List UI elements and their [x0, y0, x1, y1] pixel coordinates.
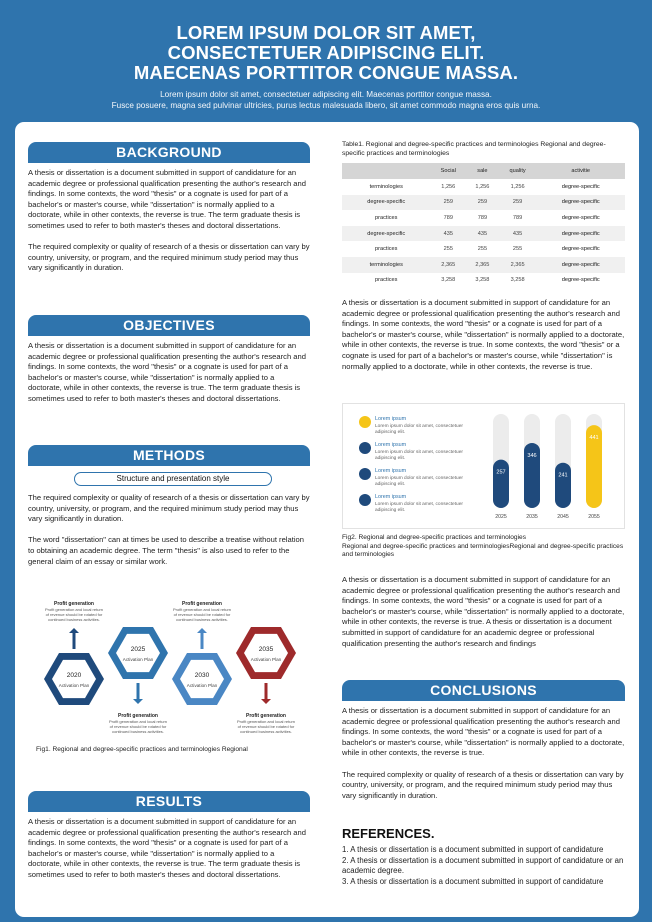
legend-title: Lorem ipsum	[375, 442, 407, 448]
legend-marker-icon	[359, 468, 371, 480]
background-heading: BACKGROUND	[28, 142, 310, 163]
paragraph: A thesis or dissertation is a document submitted in support of candidature for an academic degree or professional qualification presenting the author's research and findings. In some contexts, the word "thesis" or a cognate is used for part of a bachelor's or master's course, while "dissertation" is normally applied to a doctorate, while in other contexts, the reverse is true. The term graduate thesis is sometimes used to refer to both master's theses and doctoral dissertations.	[28, 341, 306, 403]
note-text-box	[172, 607, 232, 635]
table-cell: 2,365	[499, 257, 537, 273]
paragraph: A thesis or dissertation is a document submitted in support of candidature for an academic degree or professional qualification presenting the author's research and findings. In some contexts, the word "thesis" or a cognate is used for part of a bachelor's or master's course, while "dissertation" is normally applied to a doctorate, while in other contexts, the reverse is true. The term graduate thesis is sometimes used to refer to both master's theses and doctoral dissertations.	[28, 168, 306, 230]
note-title: Profit generation	[117, 713, 159, 719]
table-cell: 789	[443, 214, 453, 221]
reference-item: 1. A thesis or dissertation is a document submitted in support of candidature	[342, 845, 604, 854]
node-label: Activation Plan	[186, 683, 218, 688]
table-row	[342, 195, 625, 211]
bar-value-label: 441	[589, 435, 599, 442]
bar-chart-figure	[342, 403, 625, 529]
chart-legend	[343, 404, 473, 524]
node-label: Activation Plan	[250, 657, 282, 662]
paragraph: The word "dissertation" can at times be used to describe a treatise without relation to obtaining an academic degree. The term "thesis" is also used to refer to the general claim of an essay or similar work.	[28, 535, 304, 566]
references-heading: REFERENCES.	[342, 826, 435, 841]
background-text	[28, 168, 310, 274]
table-row	[342, 273, 625, 289]
table-cell: 435	[466, 226, 499, 242]
legend-marker-icon	[359, 494, 371, 506]
title-line: MAECENAS PORTTITOR CONGUE MASSA.	[133, 62, 519, 83]
table-cell: degree-specific	[536, 195, 625, 211]
table-cell: degree-specific	[561, 183, 600, 190]
table-cell: practices	[375, 246, 398, 253]
table-cell: 259	[431, 195, 467, 211]
table-cell: 259	[499, 195, 537, 211]
results-heading: RESULTS	[28, 791, 310, 812]
table-cell: 259	[466, 195, 499, 211]
paragraph: The required complexity or quality of research of a thesis or dissertation can vary by country, university, or program, and the required minimum study period may thus vary significantly in duration.	[28, 493, 310, 524]
node-label: Activation Plan	[58, 683, 90, 688]
table-cell: 1,256	[475, 183, 490, 190]
node-label: Activation Plan	[122, 657, 154, 662]
legend-title: Lorem ipsum	[375, 494, 407, 500]
note-title: Profit generation	[181, 601, 223, 607]
table-cell: degree-specific	[561, 214, 600, 221]
note-title: Profit generation	[53, 601, 95, 607]
table-cell: 2,365	[431, 257, 467, 273]
chart-discussion-text: A thesis or dissertation is a document submitted in support of candidature for an academic degree or professional qualification presenting the author's research and findings. In some contexts, the word "thesis" or a cognate is used for part of a bachelor's or master's course, while "dissertation" is normally applied to a doctorate, while in other contexts, the reverse is true. A thesis or dissertation is a document submitted in support of candidature for an academic degree or professional qualification presenting the author's research and findings	[342, 575, 625, 648]
table-header: sale	[466, 163, 499, 179]
table-cell: terminologies	[369, 183, 403, 190]
category-tick-label: 2045	[557, 514, 569, 520]
bar-value-label: 346	[527, 452, 537, 459]
note-text: Profit generation and local return of revenue should be rotated for continued business activities.	[172, 607, 232, 622]
table-cell: 1,256	[441, 183, 456, 190]
data-table	[342, 163, 625, 288]
bar-value-label: 257	[496, 469, 506, 476]
table-cell: practices	[375, 214, 398, 221]
bar-chart	[483, 412, 623, 524]
poster-body	[15, 122, 639, 917]
arrow-head-icon	[133, 699, 143, 704]
table-cell: 789	[477, 214, 488, 221]
note-text: Profit generation and local return of revenue should be rotated for continued business activities.	[44, 607, 104, 622]
table-row	[342, 241, 625, 257]
node-year: 2030	[194, 672, 210, 679]
legend-desc: Lorem ipsum dolor sit amet, consectetuer adipiscing elit.	[375, 424, 463, 436]
legend-desc: Lorem ipsum dolor sit amet, consectetuer adipiscing elit.	[375, 476, 463, 488]
legend-title: Lorem ipsum	[375, 468, 407, 474]
node-year: 2020	[66, 672, 82, 679]
table-cell: degree-specific	[536, 226, 625, 242]
conclusions-text	[342, 706, 625, 801]
legend-desc: Lorem ipsum dolor sit amet, consectetuer adipiscing elit.	[375, 502, 463, 514]
fig2-caption	[342, 534, 625, 560]
bar	[555, 463, 571, 508]
results-discussion-text: A thesis or dissertation is a document submitted in support of candidature for an academic degree or professional qualification presenting the author's research and findings. In some contexts, the word "thesis" or a cognate is used for part of a bachelor's or master's course, while "dissertation" is normally applied to a doctorate, while in other contexts, the reverse is true. In some contexts, the word "thesis" or a cognate is used for part of a bachelor's or master's course, while "dissertation" is normally applied to a doctorate, while in other contexts, the reverse is true.	[342, 298, 625, 371]
table-row	[342, 257, 625, 273]
results-text	[28, 817, 310, 881]
note-text-box	[236, 719, 296, 742]
category-tick-label: 2055	[588, 514, 600, 520]
note-text: Profit generation and local return of revenue should be rotated for continued business activities.	[236, 719, 296, 734]
objectives-text	[28, 341, 310, 405]
table-caption: Table1. Regional and degree-specific practices and terminologies Regional and degree-specific practices and terminologies	[342, 141, 606, 157]
table-cell: degree-specific	[342, 226, 431, 242]
table-header: Social	[431, 163, 467, 179]
table-cell: practices	[375, 277, 398, 284]
paragraph: A thesis or dissertation is a document submitted in support of candidature for an academic degree or professional qualification presenting the author's research and findings. In some contexts, the word "thesis" or a cognate is used for part of a bachelor's or master's course, while "dissertation" is normally applied to a doctorate, while in other contexts, the reverse is true. The term graduate thesis is sometimes used to refer to both master's theses and doctoral dissertations.	[28, 817, 306, 879]
table-header	[342, 163, 431, 179]
legend-marker-icon	[359, 416, 371, 428]
legend-marker-icon	[359, 442, 371, 454]
title-line: CONSECTETUER ADIPISCING ELIT.	[167, 42, 485, 63]
table-cell: 2,365	[466, 257, 499, 273]
category-tick-label: 2035	[526, 514, 538, 520]
methods-subheading: Structure and presentation style	[74, 472, 272, 486]
poster-subtitle	[0, 90, 652, 111]
table-row	[342, 179, 625, 195]
bar-value-label: 241	[558, 472, 568, 479]
table-cell: terminologies	[342, 257, 431, 273]
caption-line: Regional and degree-specific practices and terminologiesRegional and degree-specific practices and terminologies	[342, 542, 624, 558]
methods-text	[28, 493, 310, 567]
table-cell: degree-specific	[536, 257, 625, 273]
note-text: Profit generation and local return of revenue should be rotated for continued business activities.	[108, 719, 168, 734]
node-year: 2035	[258, 646, 274, 653]
arrow-head-icon	[261, 699, 271, 704]
table-cell: 255	[443, 246, 453, 253]
reference-item: 2. A thesis or dissertation is a document submitted in support of candidature or an academic degree.	[342, 855, 624, 876]
table-cell: 435	[499, 226, 537, 242]
poster-header	[0, 0, 652, 122]
poster-title	[0, 0, 652, 83]
title-line: LOREM IPSUM DOLOR SIT AMET,	[176, 22, 476, 43]
table-cell: 3,258	[475, 277, 490, 284]
subtitle-line: Fusce posuere, magna sed pulvinar ultricies, purus lectus malesuada libero, sit amet commodo magna eros quis urna.	[111, 100, 541, 110]
table-cell: 435	[431, 226, 467, 242]
legend-desc: Lorem ipsum dolor sit amet, consectetuer adipiscing elit.	[375, 450, 463, 462]
table-cell: degree-specific	[561, 277, 600, 284]
table-cell: 255	[512, 246, 523, 253]
table-cell: 255	[477, 246, 488, 253]
caption-line: Fig2. Regional and degree-specific practices and terminologies	[342, 534, 526, 541]
table-cell: 1,256	[510, 183, 525, 190]
bar	[493, 460, 509, 508]
paragraph: The required complexity or quality of research of a thesis or dissertation can vary by country, university, or program, and the required minimum study period may thus vary significantly in duration.	[342, 769, 624, 800]
note-text-box	[108, 719, 168, 742]
methods-heading: METHODS	[28, 445, 310, 466]
table-cell: degree-specific	[561, 246, 600, 253]
conclusions-heading: CONCLUSIONS	[342, 680, 625, 701]
table-cell: 789	[512, 214, 523, 221]
paragraph: A thesis or dissertation is a document submitted in support of candidature for an academic degree or professional qualification presenting the author's research and findings. In some contexts, the word "thesis" or a cognate is used for part of a bachelor's or master's course, while "dissertation" is normally applied to a doctorate, while in other contexts, the reverse is true.	[342, 706, 625, 758]
table-row	[342, 226, 625, 242]
subtitle-line: Lorem ipsum dolor sit amet, consectetuer adipiscing elit. Maecenas porttitor congue massa.	[160, 90, 492, 99]
table-cell: 3,258	[510, 277, 525, 284]
references-list	[342, 845, 625, 887]
category-tick-label: 2025	[495, 514, 507, 520]
table-cell: 3,258	[441, 277, 456, 284]
reference-item: 3. A thesis or dissertation is a document submitted in support of candidature	[342, 876, 604, 886]
fig1-caption: Fig1. Regional and degree-specific practices and terminologies Regional	[36, 746, 248, 753]
activation-plan-diagram	[28, 597, 310, 742]
node-year: 2025	[130, 646, 146, 653]
objectives-heading: OBJECTIVES	[28, 315, 310, 336]
table-header: activitie	[536, 163, 625, 179]
table-header-row	[342, 163, 625, 179]
note-title: Profit generation	[245, 713, 287, 719]
table-cell: degree-specific	[342, 195, 431, 211]
table-header: quality	[499, 163, 537, 179]
paragraph: The required complexity or quality of research of a thesis or dissertation can vary by country, university, or program, and the required minimum study period may thus vary significantly in duration.	[28, 242, 310, 273]
table-row	[342, 210, 625, 226]
legend-title: Lorem ipsum	[375, 416, 407, 422]
note-text-box	[44, 607, 104, 635]
